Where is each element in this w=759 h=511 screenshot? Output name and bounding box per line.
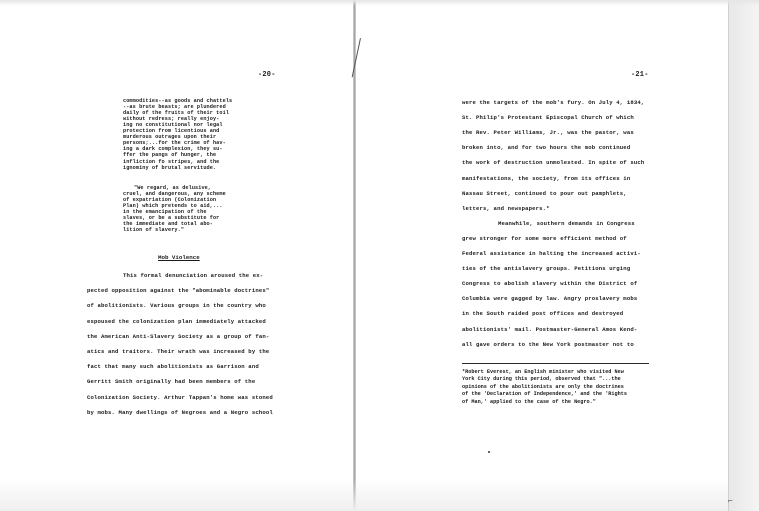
quote-line: protection from licentious and xyxy=(123,128,220,135)
body-line: manifestations, the society, from its offices in xyxy=(462,174,631,182)
body-line: Columbia were gagged by law. Angry proslavery mobs xyxy=(462,295,638,303)
quote-line: daily of the fruits of their toil xyxy=(123,110,230,117)
body-line: fact that many such abolitionists as Garrison and xyxy=(87,363,259,371)
quote-line: commodities--as goods and chattels xyxy=(123,98,233,104)
footnote-rule xyxy=(462,363,649,364)
body-line: the work of destruction unmolested. In spite of such xyxy=(462,159,645,167)
quote-line: infliction fo stripes, and the xyxy=(123,158,220,165)
body-line: pected opposition against the "abominable doctrines" xyxy=(87,287,270,295)
bottom-shadow xyxy=(0,478,728,511)
footnote-line: York City during this period, observed that "...the xyxy=(462,376,621,383)
body-line: letters, and newspapers.* xyxy=(462,204,550,212)
body-line: Gerritt Smith originally had been members of the xyxy=(87,378,256,386)
right-page-number: -21- xyxy=(631,71,649,79)
body-line: espoused the colonization plan immediately attacked xyxy=(87,317,266,325)
footnote-line: of the 'Declaration of Independence,' and the 'Rights xyxy=(462,391,627,398)
next-page-edge xyxy=(728,0,759,511)
body-line: Meanwhile, southern demands in Congress xyxy=(498,219,635,227)
quote-line: slaves, or be a substitute for xyxy=(123,215,220,222)
body-line: by mobs. Many dwellings of Negroes and a Negro school xyxy=(87,408,273,416)
quote-line: "We regard, as delusive, xyxy=(134,185,212,191)
left-page-number: -20- xyxy=(258,71,276,79)
page-gutter xyxy=(353,0,356,511)
body-line: ties of the antislavery groups. Petitions urging xyxy=(462,265,631,273)
quote-line: lition of slavery." xyxy=(123,227,185,234)
body-line: grew stronger for some more efficient method of xyxy=(462,234,627,242)
body-line: the Rev. Peter Williams, Jr., was the pastor, was xyxy=(462,129,634,137)
body-line: in the South raided post offices and destroyed xyxy=(462,310,624,318)
body-line: atics and traitors. Their wrath was increased by the xyxy=(87,348,270,355)
quote-line: ignominy of brutal servitude. xyxy=(123,164,217,171)
footnote-line: opinions of the abolitionists are only the doctrines xyxy=(462,383,624,390)
corner-mark-icon: ⌐ xyxy=(728,497,733,506)
quote-line: without redress; really enjoy- xyxy=(123,116,220,123)
quote-line: murderous outrages upon their xyxy=(123,134,217,141)
section-heading: Mob Violence xyxy=(158,254,200,261)
body-line: abolitionists' mail. Postmaster-General Amos Kend- xyxy=(462,325,638,333)
top-shadow xyxy=(0,0,759,6)
quote-line: persons;...for the crime of hav- xyxy=(123,140,226,147)
quote-line: of expatriation (Colonization xyxy=(123,197,217,204)
quote-line: ffer the pangs of hunger, the xyxy=(123,152,217,159)
footnote-line: of Man,' applied to the case of the Negro." xyxy=(462,398,596,405)
quote-line: in the emancipation of the xyxy=(123,209,207,216)
ink-speck xyxy=(488,451,490,453)
body-line: Colonization Society. Arthur Tappan's home was stoned xyxy=(87,393,273,401)
quote-line: the immediate and total abo- xyxy=(123,221,213,228)
quote-line: cruel, and dangerous, any scheme xyxy=(123,191,226,198)
body-line: broken into, and for two hours the mob continued xyxy=(462,144,631,152)
quote-line: Plan) which pretends to aid,... xyxy=(123,203,223,210)
body-line: Congress to abolish slavery within the District of xyxy=(462,280,638,288)
body-line: all gave orders to the New York postmaster not to xyxy=(462,340,634,348)
body-line: St. Philip's Protestant Episcopal Church of which xyxy=(462,114,634,122)
quote-line: ing a dark complexion, they su- xyxy=(123,146,223,153)
body-line: Federal assistance in halting the increased activi- xyxy=(462,250,641,257)
footnote-line: *Robert Everest, an English minister who visited New xyxy=(462,369,624,375)
body-line: Nassau Street, continued to pour out pamphlets, xyxy=(462,189,627,197)
body-line: This formal denunciation aroused the ex- xyxy=(123,272,264,279)
quote-line: --as brute beasts; are plundered xyxy=(123,104,226,111)
body-line: of abolitionists. Various groups in the country who xyxy=(87,302,266,310)
quote-line: ing no constitutional nor legal xyxy=(123,122,223,129)
body-line: the American Anti-Slavery Society as a group of fan- xyxy=(87,332,270,340)
body-line: were the targets of the mob's fury. On July 4, 1834, xyxy=(462,99,645,106)
